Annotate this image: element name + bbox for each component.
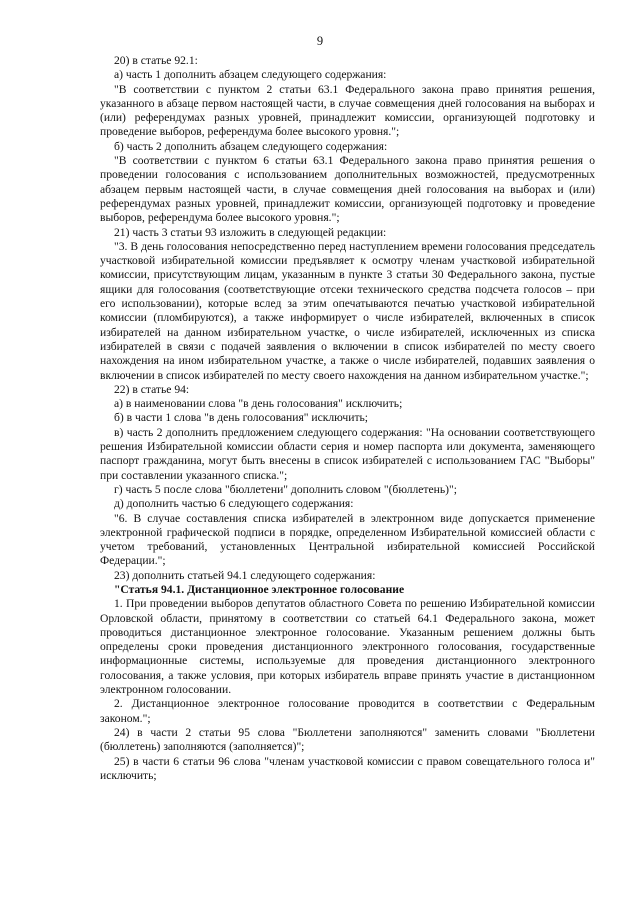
paragraph-quote: "В соответствии с пунктом 6 статьи 63.1 Федерального закона право принятия решения о проведении голосования с использованием дополнительных возможностей, предусмотренных абзацем первым настоящей части, в случае совмещения дней голосования на выборах и (или) референдумах разных уровней, принадлежит комиссии, организующей подготовку и проведение выборов, референдума более высокого уровня."; bbox=[100, 154, 595, 225]
paragraph-sub-g: г) часть 5 после слова "бюллетени" дополнить словом "(бюллетень)"; bbox=[114, 482, 457, 496]
paragraph-sub-a: а) часть 1 дополнить абзацем следующего содержания: bbox=[114, 68, 387, 82]
paragraph-sub-d: д) дополнить частью 6 следующего содержания: bbox=[114, 497, 354, 511]
paragraph-item-22: 22) в статье 94: bbox=[114, 382, 190, 396]
paragraph-sub-b: б) часть 2 дополнить абзацем следующего содержания: bbox=[114, 139, 388, 153]
paragraph-item-23: 23) дополнить статьей 94.1 следующего содержания: bbox=[114, 568, 376, 582]
paragraph-item-20: 20) в статье 92.1: bbox=[114, 54, 198, 67]
paragraph-item-21: 21) часть 3 статьи 93 изложить в следующей редакции: bbox=[114, 225, 387, 239]
paragraph-quote: "3. В день голосования непосредственно перед наступлением времени голосования председатель участковой избирательной комиссии предъявляет к осмотру членам участковой избирательной комиссии, присутствующим лицам, указанным в пункте 3 статьи 30 Федерального закона, пустые ящики для голосования (соответствующие отсеки технического средства подсчета голосов – при его использовании), которые вслед за этим опечатываются печатью участковой избирательной комиссии (пломбируются), а также информирует о числе избирателей, включенных в список избирателей на данном избирательном участке, о числе избирателей, исключенных из списка избирателей в связи с подачей заявления о включении в список избирателей по месту своего нахождения на ином избирательном участке, а также о числе избирателей, подавших заявления о включении в список избирателей по месту своего нахождения на данном избирательном участке."; bbox=[100, 239, 595, 382]
paragraph-quote: "В соответствии с пунктом 2 статьи 63.1 Федерального закона право принятия решения, указанного в абзаце первом настоящей части, в случае совмещения дней голосования на выборах и (или) референдумах разных уровней, принадлежит комиссии, организующей подготовку и проведение выборов, референдума более высокого уровня."; bbox=[100, 82, 595, 139]
paragraph-article-part-1: 1. При проведении выборов депутатов областного Совета по решению Избирательной комиссии Орловской области, принятому в соответствии со статьей 64.1 Федерального закона, может проводиться дистанционное электронное голосование. Указанным решением должны быть определены сроки проведения дистанционного электронного голосования, государственные информационные системы, используемые для проведения дистанционного электронного голосования, а также условия, при которых избиратель вправе принять участие в дистанционном электронном голосовании. bbox=[100, 597, 595, 697]
paragraph-item-24: 24) в части 2 статьи 95 слова "Бюллетени заполняются" заменить словами "Бюллетени (бюллетень) заполняются (заполняется)"; bbox=[100, 725, 595, 754]
paragraph-sub-v: в) часть 2 дополнить предложением следующего содержания: "На основании соответствующего решения Избирательной комиссии области серия и номер паспорта или документа, заменяющего паспорт гражданина, могут быть внесены в список избирателей с использованием ГАС "Выборы" при составлении указанного списка."; bbox=[100, 425, 595, 482]
paragraph-article-part-2: 2. Дистанционное электронное голосование проводится в соответствии с Федеральным законом."; bbox=[100, 697, 595, 725]
paragraph-quote: "6. В случае составления списка избирателей в электронном виде допускается применение электронной графической подписи в порядке, определенном Избирательной комиссией области с учетом требований, установленных Центральной избирательной комиссией Российской Федерации."; bbox=[100, 511, 595, 568]
paragraph-sub-b: б) в части 1 слова "в день голосования" исключить; bbox=[114, 411, 369, 425]
document-body bbox=[100, 54, 595, 783]
page-number: 9 bbox=[316, 34, 324, 48]
paragraph-sub-a: а) в наименовании слова "в день голосования" исключить; bbox=[114, 397, 403, 411]
paragraph-item-25: 25) в части 6 статьи 96 слова "членам участковой комиссии с правом совещательного голоса и" исключить; bbox=[100, 754, 595, 782]
article-heading: "Статья 94.1. Дистанционное электронное голосование bbox=[114, 582, 405, 596]
